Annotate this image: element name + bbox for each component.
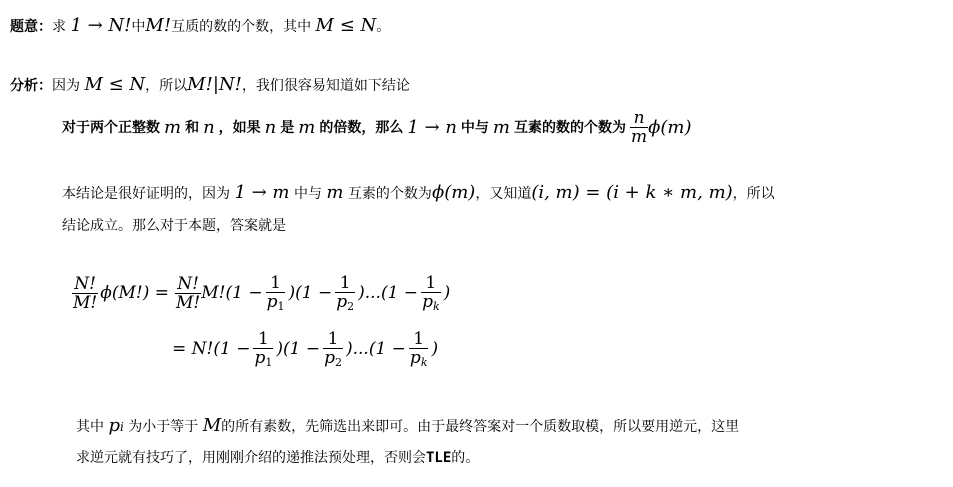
frac-denominator <box>253 348 273 369</box>
formula-l2-start: = N!(1 − <box>172 339 251 359</box>
frac-denominator <box>335 292 355 313</box>
theorem-text-6: 中与 <box>460 120 489 136</box>
frac-denominator <box>421 292 441 313</box>
theorem-text-2: 和 <box>185 120 200 136</box>
theorem-fraction-denominator: m <box>631 126 648 147</box>
theorem-math-n1: n <box>203 116 215 138</box>
problem-label: 题意： <box>10 19 52 35</box>
formula-r1-frac-p2 <box>335 274 355 313</box>
formula-r1-frac-p1 <box>266 274 286 313</box>
analysis-text-1: 因为 <box>52 78 80 94</box>
formula-lhs-fraction <box>72 275 98 312</box>
proof-text-3: 互素的个数为 <box>347 186 432 202</box>
note-text-4: 求逆元就有技巧了，用刚刚介绍的递推法预处理，否则会 <box>76 450 426 466</box>
problem-math-3: M ≤ N <box>315 15 377 36</box>
problem-statement <box>10 15 390 36</box>
subscript: 1 <box>277 299 285 313</box>
note-text-5: 的。 <box>451 450 480 466</box>
frac-numerator: 1 <box>270 272 281 293</box>
subscript: i <box>119 420 124 434</box>
p-symbol: p <box>422 291 433 312</box>
formula-l2-sep-2: )...(1 − <box>345 339 406 359</box>
formula-l2-close: ) <box>431 339 439 359</box>
formula-line-2 <box>172 322 438 376</box>
analysis-math-2: M!|N! <box>187 74 242 95</box>
frac-denominator <box>323 348 343 369</box>
theorem-text-3: ，如果 <box>218 120 261 136</box>
proof-text-5: ，所以 <box>732 186 775 202</box>
problem-text-2: 中 <box>131 19 146 35</box>
analysis-line <box>10 74 410 95</box>
formula-r1-close: ) <box>443 283 451 303</box>
analysis-text-2: ，所以 <box>145 78 188 94</box>
formula-r1-sep-1: )(1 − <box>288 283 333 303</box>
proof-math-3: ϕ(m) <box>431 182 476 203</box>
formula-r1-num: N! <box>177 273 199 294</box>
frac-denominator <box>409 348 429 369</box>
frac-numerator: 1 <box>413 328 425 349</box>
theorem-fraction-numerator: n <box>633 107 645 128</box>
theorem-text-4: 是 <box>280 120 295 136</box>
frac-numerator: 1 <box>257 328 269 349</box>
formula-l2-frac-p2 <box>323 330 343 369</box>
note-text-1: 其中 <box>76 419 104 435</box>
formula-lhs-num: N! <box>74 273 96 294</box>
proof-line-2: 结论成立。那么对于本题，答案就是 <box>62 218 286 234</box>
formula-r1-mid: M!(1 − <box>201 283 263 303</box>
theorem-math-m1: m <box>164 116 182 138</box>
theorem-math-n2: n <box>264 116 277 138</box>
formula-l2-frac-pk <box>409 330 429 369</box>
note-text-3: 的所有素数，先筛选出来即可。由于最终答案对一个质数取模，所以要用逆元，这里 <box>221 419 740 435</box>
formula-r1-den: M! <box>176 292 201 313</box>
analysis-text-3: ，我们很容易知道如下结论 <box>241 78 410 94</box>
subscript: 1 <box>265 355 273 369</box>
formula-r1-sep-2: )...(1 − <box>358 283 419 303</box>
proof-line-1 <box>62 182 775 203</box>
analysis-label: 分析： <box>10 78 52 94</box>
proof-math-2: m <box>326 182 344 203</box>
proof-text-2: 中与 <box>293 186 322 202</box>
theorem-math-range: 1 → n <box>407 116 457 138</box>
problem-math-1: 1 → N! <box>70 15 132 36</box>
p-symbol: p <box>108 415 120 436</box>
p-symbol: p <box>266 291 278 312</box>
proof-math-1: 1 → m <box>234 182 290 203</box>
formula-l2-sep-1: )(1 − <box>276 339 321 359</box>
theorem-text-1: 对于两个正整数 <box>62 120 160 136</box>
p-symbol: p <box>409 347 421 368</box>
theorem-text-5: 的倍数，那么 <box>319 120 404 136</box>
frac-numerator: 1 <box>339 272 351 293</box>
proof-text-4: ，又知道 <box>475 186 532 202</box>
theorem-statement <box>62 104 692 150</box>
analysis-math-1: M ≤ N <box>84 74 146 95</box>
subscript: k <box>432 299 440 313</box>
subscript: 2 <box>334 355 342 369</box>
subscript: k <box>420 355 428 369</box>
theorem-math-m2: m <box>298 116 316 138</box>
theorem-phi: ϕ(m) <box>648 116 692 138</box>
p-symbol: p <box>336 291 348 312</box>
formula-line-1 <box>72 266 450 320</box>
subscript: 2 <box>347 299 355 313</box>
p-symbol: p <box>254 347 266 368</box>
problem-text-4: 。 <box>376 19 391 35</box>
proof-text-1: 本结论是很好证明的，因为 <box>62 186 230 202</box>
formula-l2-frac-p1 <box>253 330 273 369</box>
formula-r1-fraction <box>175 275 201 312</box>
frac-numerator: 1 <box>327 328 339 349</box>
theorem-fraction <box>630 109 648 146</box>
formula-lhs-den: M! <box>73 292 98 313</box>
theorem-text-7: 互素的数的个数为 <box>514 120 626 136</box>
formula-r1-frac-pk <box>421 274 441 313</box>
problem-text-3: 互质的数的个数，其中 <box>171 19 312 35</box>
formula-lhs-tail: ϕ(M!) = <box>100 283 169 303</box>
frac-numerator: 1 <box>425 272 437 293</box>
tle-code: TLE <box>426 450 452 466</box>
proof-math-4: (i, m) = (i + k ∗ m, m) <box>531 182 733 203</box>
p-symbol: p <box>324 347 335 368</box>
note-line-1 <box>76 415 739 436</box>
theorem-math-m3: m <box>492 116 510 138</box>
note-math-m: M <box>202 415 222 436</box>
problem-math-2: M! <box>145 15 172 36</box>
frac-denominator <box>266 292 286 313</box>
problem-text-1: 求 <box>52 19 66 35</box>
note-math-p <box>108 415 123 436</box>
note-text-2: 为小于等于 <box>128 419 199 435</box>
note-line-2 <box>76 447 479 467</box>
